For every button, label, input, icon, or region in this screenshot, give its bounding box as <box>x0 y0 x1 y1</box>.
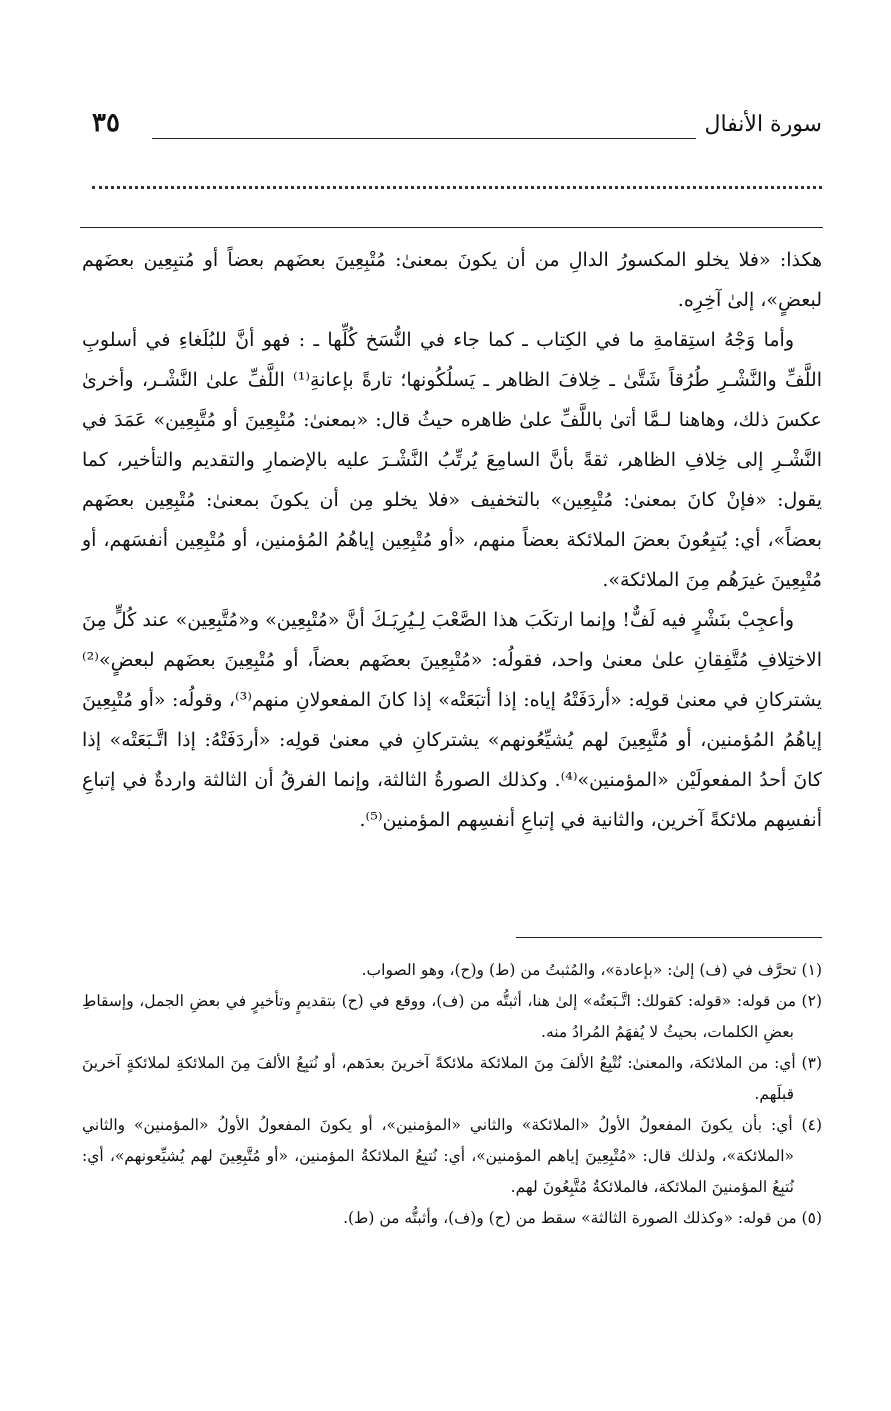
footnote-3: (٣) أي: من الملائكة، والمعنىٰ: نُتْبِعُ الألفَ مِنَ الملائكة ملائكةً آخرينَ بعدَهم، أو نُتبِعُ الألفَ مِنَ الملائكةِ لملائكةٍ آخرينَ قبلَهم. <box>82 1054 822 1103</box>
footnotes <box>82 955 822 1234</box>
top-rule <box>80 227 823 228</box>
paragraph: وأما وَجْهُ استِقامةِ ما في الكِتاب ـ كما جاء في النُّسَخ كُلِّها ـ : فهو أنَّ للبُلَغاءِ في أسلوبِ اللَّفِّ والنَّشْـرِ طُرُقاً شَتَّىٰ ـ خِلافَ الظاهر ـ يَسلُكُونها؛ تارةً بإعانةِ⁽¹⁾ اللَّفِّ علىٰ النَّشْـر، وأخرىٰ عكسَ ذلك، وهاهنا لـمَّا أتىٰ باللَّفِّ علىٰ ظاهره حيثُ قال: «بمعنىٰ: مُتْبِعِينَ أو مُتَّبِعِين» عَمَدَ في النَّشْـرِ إلى خِلافِ الظاهر، ثقةً بأنَّ السامِعَ يُرتِّبُ النَّشْـرَ عليه بالإضمارِ والتقديم والتأخير، كما يقول: «فإنْ كانَ بمعنىٰ: مُتْبِعِين» بالتخفيف «فلا يخلو مِن أن يكونَ بمعنىٰ: مُتْبِعِين بعضَهم بعضاً»، أي: يُتبِعُونَ بعضَ الملائكة بعضاً منهم، «أو مُتْبِعِين إياهُمُ المُؤمنين، أو مُتْبِعِين أنفسَهم، أو مُتْبِعِينَ غيرَهُم مِنَ الملائكة». <box>82 329 822 591</box>
page-number: ٣٥ <box>92 108 120 138</box>
footnote-2: (٢) من قوله: «قوله: كقولك: اتَّـبَعتُه» إلىٰ هنا، أثبتُّه من (ف)، ووقع في (ح) بتقديمٍ وتأخيرٍ في بعضِ الجمل، وإسقاطِ بعضِ الكلمات، بحيثُ لا يُفهَمُ المُرادُ منه. <box>82 992 822 1041</box>
running-header <box>92 108 822 152</box>
footnote-5: (٥) من قوله: «وكذلك الصورة الثالثة» سقط من (ح) و(ف)، وأثبتُّه من (ط). <box>343 1209 822 1227</box>
footnote-4: (٤) أي: بأن يكونَ المفعولُ الأولُ «الملائكة» والثاني «المؤمنين»، أو يكونَ المفعولُ الأولُ «المؤمنين» والثاني «الملائكة»، ولذلك قال: «مُتْبِعِينَ إياهم المؤمنين»، أي: نُتبِعُ الملائكةُ المؤمنين، «أو مُتَّبِعِينَ لهم يُشيِّعونهم»، أي: نُتبِعُ المؤمنينَ الملائكة، فالملائكةُ مُتَّبِعُونَ لهم. <box>82 1116 823 1196</box>
footnote-1: (١) تحرَّف في (ف) إلىٰ: «بإعادة»، والمُثبتُ من (ط) و(ح)، وهو الصواب. <box>361 961 822 979</box>
footnote-rule <box>516 937 822 938</box>
paragraph: وأعجِبْ بنَشْرٍ فيه لَفٌّ! وإنما ارتكَبَ هذا الصَّعْبَ لِـيُرِيَـكَ أنَّ «مُتْبِعِين» و«مُتَّبِعِين» عند كُلٍّ مِنَ الاختِلافِ مُتَّفِقانِ علىٰ معنىٰ واحد، فقولُه: «مُتْبِعِينَ بعضَهم بعضاً، أو مُتْبِعِينَ بعضَهم لبعضٍ»⁽²⁾ يشتركانِ في معنىٰ قولِه: «أردَفَتْهُ إياه: إذا أتبَعَتْه» إذا كانَ المفعولانِ منهم⁽³⁾، وقولُه: «أو مُتْبِعِينَ إياهُمُ المُؤمنين، أو مُتَّبِعِينَ لهم يُشيِّعُونهم» يشتركانِ في معنىٰ قولِه: «أردَفَتْهُ: إذا اتَّـبَعَتْه» إذا كانَ أحدُ المفعولَيْن «المؤمنين»⁽⁴⁾. وكذلك الصورةُ الثالثة، وإنما الفرقُ أن الثالثة واردةٌ في إتباعِ أنفسِهم ملائكةً آخرين، والثانية في إتباعِ أنفسِهم المؤمنين⁽⁵⁾. <box>82 609 823 831</box>
paragraph: هكذا: «فلا يخلو المكسورُ الدالِ من أن يكونَ بمعنىٰ: مُتْبِعِينَ بعضَهم بعضاً أو مُتبِعِين بعضَهم لبعضٍ»، إلىٰ آخِرِه. <box>82 249 822 311</box>
surah-title: سورة الأنفال <box>704 112 822 137</box>
header-rule <box>152 138 696 139</box>
dotted-separator <box>92 186 822 195</box>
main-text <box>82 240 822 840</box>
